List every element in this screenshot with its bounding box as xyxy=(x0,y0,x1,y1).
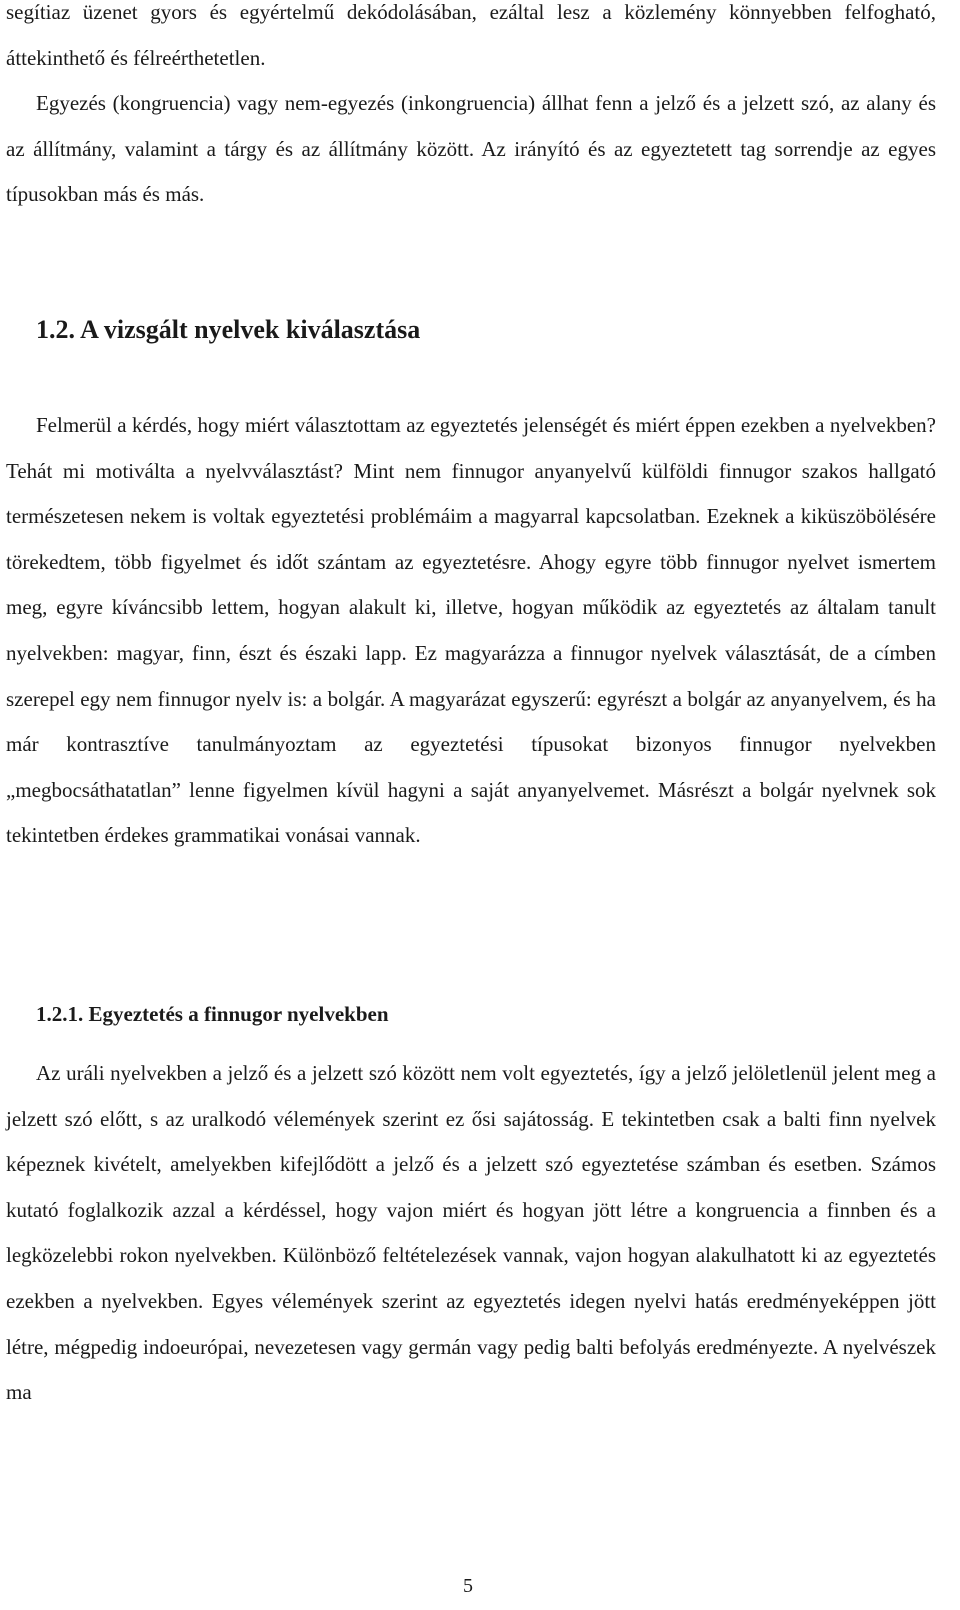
page-number: 5 xyxy=(463,1575,473,1597)
paragraph-agreement: Egyezés (kongruencia) vagy nem-egyezés (inkongruencia) állhat fenn a jelző és a jelzett szó, az alany és az állítmány, valamint a tárgy és az állítmány között. Az irányító és az egyeztetett tag sorrendje az egyes típusokban más és más. xyxy=(6,91,936,207)
section-heading: 1.2. A vizsgált nyelvek kiválasztása xyxy=(36,315,421,344)
paragraph-languages: Felmerül a kérdés, hogy miért választottam az egyeztetés jelenségét és miért éppen ezekben a nyelvekben? Tehát mi motiválta a nyelvválasztást? Mint nem finnugor anyanyelvű külföldi finnugor szakos hallgató természetesen nekem is voltak egyeztetési problémáim a magyarral kapcsolatban. Ezeknek a kiküszöbölésére törekedtem, több figyelmet és időt szántam az egyeztetésre. Ahogy egyre több finnugor nyelvet ismertem meg, egyre kíváncsibb lettem, hogyan alakult ki, illetve, hogyan működik az egyeztetés az általam tanult nyelvekben: magyar, finn, észt és északi lapp. Ez magyarázza a finnugor nyelvek választását, de a címben szerepel egy nem finnugor nyelv is: a bolgár. A magyarázat egyszerű: egyrészt a bolgár az anyanyelvem, és ha már kontrasztíve tanulmányoztam az egyeztetési típusokat bizonyos finnugor nyelvekben „megbocsáthatatlan” lenne figyelmen kívül hagyni a saját anyanyelvemet. Másrészt a bolgár nyelvnek sok tekintetben érdekes grammatikai vonásai vannak. xyxy=(6,413,936,848)
paragraph-urali: Az uráli nyelvekben a jelző és a jelzett szó között nem volt egyeztetés, így a jelző jelöletlenül jelent meg a jelzett szó előtt, s az uralkodó vélemények szerint ez ősi sajátosság. E tekintetben csak a balti finn nyelvek képeznek kivételt, amelyekben kifejlődött a jelző és a jelzett szó egyeztetése számban és esetben. Számos kutató foglalkozik azzal a kérdéssel, hogy vajon miért és hogyan jött létre a kongruencia a finnben és a legközelebbi rokon nyelvekben. Különböző feltételezések vannak, vajon hogyan alakulhatott ki az egyeztetés ezekben a nyelvekben. Egyes vélemények szerint az egyeztetés idegen nyelvi hatás eredményeképpen jött létre, mégpedig indoeurópai, nevezetesen vagy germán vagy pedig balti befolyás eredményezte. A nyelvészek ma xyxy=(6,1061,936,1405)
subsection-heading: 1.2.1. Egyeztetés a finnugor nyelvekben xyxy=(36,1002,389,1026)
paragraph-continuation: segítiaz üzenet gyors és egyértelmű dekódolásában, ezáltal lesz a közlemény könnyebben felfogható, áttekinthető és félreérthetetlen. xyxy=(6,0,936,70)
